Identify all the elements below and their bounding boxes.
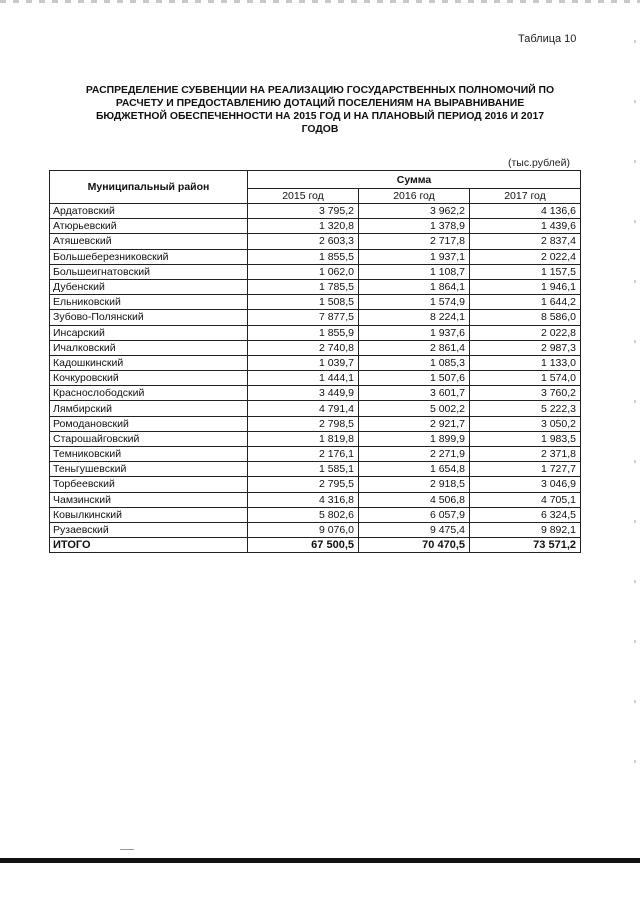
amount-cell: 1 439,6 [470,219,581,234]
amount-cell: 1 864,1 [359,279,470,294]
total-label-cell: ИТОГО [50,538,248,553]
amount-cell: 2 795,5 [248,477,359,492]
amount-cell: 1 507,6 [359,371,470,386]
amount-cell: 1 585,1 [248,462,359,477]
amount-cell: 1 085,3 [359,355,470,370]
amount-cell: 1 378,9 [359,219,470,234]
amount-cell: 1 062,0 [248,264,359,279]
district-name-cell: Краснослободский [50,386,248,401]
amount-cell: 2 918,5 [359,477,470,492]
district-name-cell: Ельниковский [50,295,248,310]
amount-cell: 2 987,3 [470,340,581,355]
amount-cell: 8 224,1 [359,310,470,325]
table-row [50,340,581,355]
amount-cell: 9 892,1 [470,522,581,537]
district-name-cell: Старошайговский [50,431,248,446]
district-name-cell: Чамзинский [50,492,248,507]
title-line: РАСПРЕДЕЛЕНИЕ СУБВЕНЦИИ НА РЕАЛИЗАЦИЮ ГОСУДАРСТВЕННЫХ ПОЛНОМОЧИЙ ПО [85,85,555,96]
year-column-header: 2015 год [248,189,359,204]
table-header-row [50,171,581,189]
district-name-cell: Теньгушевский [50,462,248,477]
amount-cell: 1 654,8 [359,462,470,477]
district-name-cell: Торбеевский [50,477,248,492]
district-column-header: Муниципальный район [50,171,248,204]
amount-cell: 1 855,9 [248,325,359,340]
sum-column-header: Сумма [248,171,581,189]
table-row [50,477,581,492]
table-row [50,279,581,294]
amount-cell: 6 324,5 [470,507,581,522]
amount-cell: 4 136,6 [470,204,581,219]
amount-cell: 2 022,8 [470,325,581,340]
table-row [50,416,581,431]
subvention-table [49,170,581,553]
table-row [50,447,581,462]
table-row [50,371,581,386]
amount-cell: 5 802,6 [248,507,359,522]
table-row [50,522,581,537]
amount-cell: 1 819,8 [248,431,359,446]
title-line: БЮДЖЕТНОЙ ОБЕСПЕЧЕННОСТИ НА 2015 ГОД И НА ПЛАНОВЫЙ ПЕРИОД 2016 И 2017 [95,111,545,122]
amount-cell: 1 899,9 [359,431,470,446]
amount-cell: 2 837,4 [470,234,581,249]
table-row [50,386,581,401]
amount-cell: 1 855,5 [248,249,359,264]
document-title [55,84,585,136]
amount-cell: 1 644,2 [470,295,581,310]
table-row [50,204,581,219]
scan-edge-top [0,0,640,3]
district-name-cell: Ардатовский [50,204,248,219]
amount-cell: 3 449,9 [248,386,359,401]
district-name-cell: Ромодановский [50,416,248,431]
amount-cell: 1 574,0 [470,371,581,386]
amount-cell: 1 937,1 [359,249,470,264]
amount-cell: 4 705,1 [470,492,581,507]
total-row [50,538,581,553]
table-row [50,219,581,234]
district-name-cell: Кадошкинский [50,355,248,370]
amount-cell: 3 795,2 [248,204,359,219]
amount-cell: 2 022,4 [470,249,581,264]
amount-cell: 5 002,2 [359,401,470,416]
district-name-cell: Дубенский [50,279,248,294]
district-name-cell: Кочкуровский [50,371,248,386]
amount-cell: 1 937,6 [359,325,470,340]
title-line: ГОДОВ [301,124,339,135]
table-row [50,507,581,522]
amount-cell: 3 962,2 [359,204,470,219]
unit-label: (тыс.рублей) [508,157,570,169]
amount-cell: 4 791,4 [248,401,359,416]
amount-cell: 7 877,5 [248,310,359,325]
district-name-cell: Ковылкинский [50,507,248,522]
district-name-cell: Инсарский [50,325,248,340]
amount-cell: 2 717,8 [359,234,470,249]
amount-cell: 2 176,1 [248,447,359,462]
year-column-header: 2017 год [470,189,581,204]
amount-cell: 4 506,8 [359,492,470,507]
amount-cell: 1 320,8 [248,219,359,234]
table-row [50,234,581,249]
amount-cell: 6 057,9 [359,507,470,522]
table-row [50,249,581,264]
amount-cell: 1 508,5 [248,295,359,310]
amount-cell: 1 983,5 [470,431,581,446]
scan-mark [120,849,134,850]
total-amount-cell: 70 470,5 [359,538,470,553]
amount-cell: 2 861,4 [359,340,470,355]
table-row [50,295,581,310]
amount-cell: 1 727,7 [470,462,581,477]
amount-cell: 1 039,7 [248,355,359,370]
total-amount-cell: 67 500,5 [248,538,359,553]
amount-cell: 9 475,4 [359,522,470,537]
amount-cell: 1 157,5 [470,264,581,279]
table-row [50,462,581,477]
scan-edge-right [634,40,636,800]
year-column-header: 2016 год [359,189,470,204]
amount-cell: 2 603,3 [248,234,359,249]
amount-cell: 3 760,2 [470,386,581,401]
table-row [50,492,581,507]
amount-cell: 3 050,2 [470,416,581,431]
district-name-cell: Рузаевский [50,522,248,537]
district-name-cell: Атяшевский [50,234,248,249]
amount-cell: 2 740,8 [248,340,359,355]
amount-cell: 2 798,5 [248,416,359,431]
amount-cell: 1 574,9 [359,295,470,310]
district-name-cell: Темниковский [50,447,248,462]
amount-cell: 5 222,3 [470,401,581,416]
amount-cell: 2 371,8 [470,447,581,462]
total-amount-cell: 73 571,2 [470,538,581,553]
district-name-cell: Лямбирский [50,401,248,416]
district-name-cell: Атюрьевский [50,219,248,234]
amount-cell: 2 921,7 [359,416,470,431]
district-name-cell: Зубово-Полянский [50,310,248,325]
scan-edge-bottom [0,858,640,863]
title-line: РАСЧЕТУ И ПРЕДОСТАВЛЕНИЮ ДОТАЦИЙ ПОСЕЛЕНИЯМ НА ВЫРАВНИВАНИЕ [115,98,525,109]
amount-cell: 1 946,1 [470,279,581,294]
amount-cell: 2 271,9 [359,447,470,462]
amount-cell: 3 601,7 [359,386,470,401]
district-name-cell: Большеигнатовский [50,264,248,279]
amount-cell: 4 316,8 [248,492,359,507]
amount-cell: 8 586,0 [470,310,581,325]
amount-cell: 1 133,0 [470,355,581,370]
amount-cell: 1 108,7 [359,264,470,279]
district-name-cell: Ичалковский [50,340,248,355]
amount-cell: 1 785,5 [248,279,359,294]
table-row [50,310,581,325]
amount-cell: 3 046,9 [470,477,581,492]
table-row [50,355,581,370]
table-number: Таблица 10 [518,33,577,45]
amount-cell: 9 076,0 [248,522,359,537]
table-row [50,325,581,340]
table-row [50,401,581,416]
table-row [50,264,581,279]
table-row [50,431,581,446]
district-name-cell: Большеберезниковский [50,249,248,264]
amount-cell: 1 444,1 [248,371,359,386]
